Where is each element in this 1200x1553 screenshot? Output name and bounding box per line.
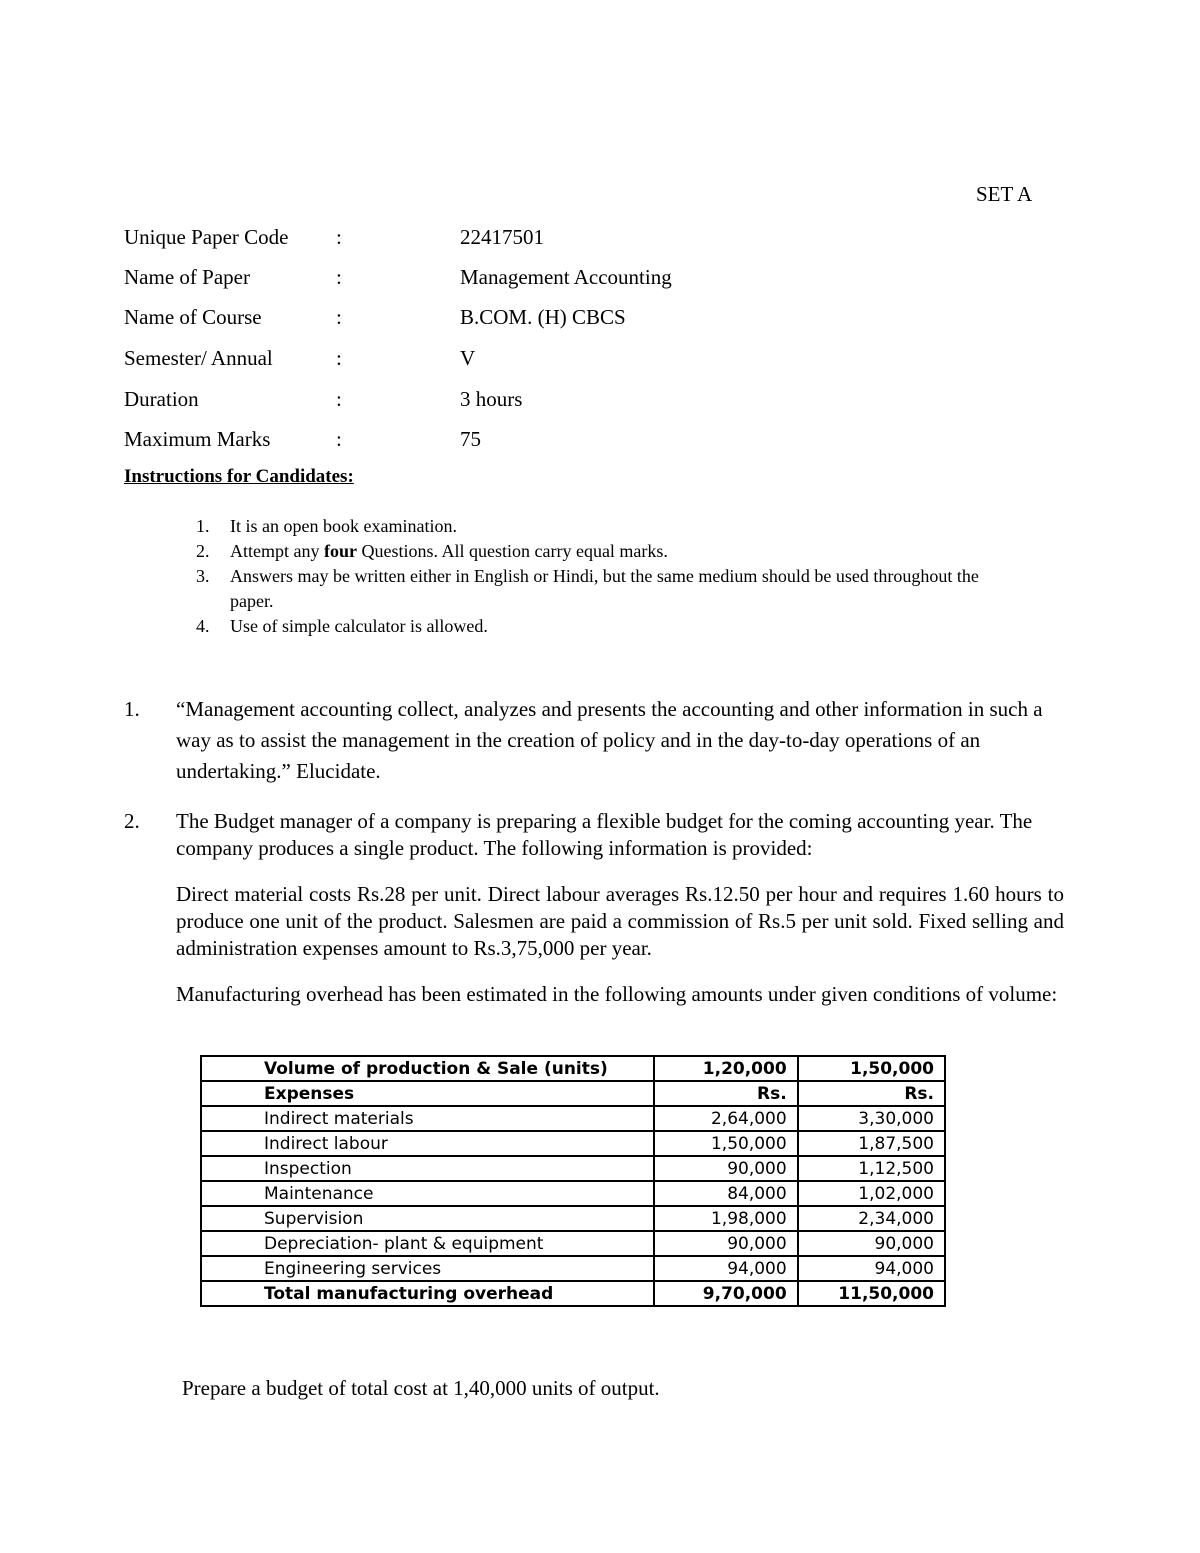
question-text: “Management accounting collect, analyzes and presents the accounting and other information in such a way as to assist the management in the creation of policy and in the day-to-day operations of an undertaking.” Elucidate. <box>176 697 1043 783</box>
table-subheader-cell: Rs. <box>798 1081 945 1106</box>
table-header-cell: 1,50,000 <box>798 1056 945 1081</box>
instruction-number: 4. <box>196 616 210 636</box>
info-value: 3 hours <box>460 387 523 411</box>
instruction-text-bold: four <box>323 541 357 561</box>
question-number: 2. <box>124 809 140 833</box>
table-subheader-row <box>201 1081 945 1106</box>
info-label: Duration <box>124 387 199 411</box>
instruction-item <box>196 564 1016 614</box>
table-header-row <box>201 1056 945 1081</box>
table-subheader-cell: Expenses <box>201 1081 654 1106</box>
table-row <box>201 1106 945 1131</box>
table-subheader-cell: Rs. <box>654 1081 798 1106</box>
info-label: Unique Paper Code <box>124 225 289 249</box>
table-cell: Supervision <box>201 1206 654 1231</box>
instruction-item <box>196 514 1016 539</box>
table-total-cell: Total manufacturing overhead <box>201 1281 654 1306</box>
instruction-number: 2. <box>196 541 210 561</box>
question-body <box>176 808 1064 1008</box>
table-row <box>201 1256 945 1281</box>
info-separator: : <box>336 346 342 370</box>
info-value: 75 <box>460 427 481 451</box>
info-separator: : <box>336 427 342 451</box>
info-label: Semester/ Annual <box>124 346 273 370</box>
instructions-heading: Instructions for Candidates: <box>124 466 354 487</box>
table-cell: Maintenance <box>201 1181 654 1206</box>
question-paragraph: Manufacturing overhead has been estimated in the following amounts under given conditions of volume: <box>176 982 1058 1006</box>
instruction-text: Answers may be written either in English or Hindi, but the same medium should be used throughout the paper. <box>230 566 979 611</box>
set-label: SET A <box>976 182 1033 206</box>
overhead-table <box>200 1055 946 1307</box>
info-separator: : <box>336 265 342 289</box>
table-cell: Engineering services <box>201 1256 654 1281</box>
question-1 <box>124 694 1064 787</box>
instruction-number: 3. <box>196 566 210 586</box>
table-cell: 1,98,000 <box>654 1206 798 1231</box>
table-header-cell: 1,20,000 <box>654 1056 798 1081</box>
table-cell: 1,87,500 <box>798 1131 945 1156</box>
table-cell: 94,000 <box>798 1256 945 1281</box>
table-cell: 2,64,000 <box>654 1106 798 1131</box>
instructions-list <box>196 514 1016 639</box>
prepare-instruction: Prepare a budget of total cost at 1,40,000 units of output. <box>182 1376 660 1400</box>
info-value: B.COM. (H) CBCS <box>460 305 626 329</box>
table-row <box>201 1156 945 1181</box>
instruction-item <box>196 539 1016 564</box>
instruction-item <box>196 614 1016 639</box>
table-cell: Indirect materials <box>201 1106 654 1131</box>
info-separator: : <box>336 305 342 329</box>
instruction-number: 1. <box>196 516 210 536</box>
info-separator: : <box>336 225 342 249</box>
table-cell: 90,000 <box>654 1156 798 1181</box>
table-cell: Inspection <box>201 1156 654 1181</box>
table-cell: 2,34,000 <box>798 1206 945 1231</box>
question-2 <box>124 808 1064 1027</box>
table-cell: 1,50,000 <box>654 1131 798 1156</box>
table-cell: Depreciation- plant & equipment <box>201 1231 654 1256</box>
table-cell: Indirect labour <box>201 1131 654 1156</box>
table-row <box>201 1131 945 1156</box>
question-paragraph: The Budget manager of a company is preparing a flexible budget for the coming accounting year. The company produces a single product. The following information is provided: <box>176 809 1033 860</box>
info-value: 22417501 <box>460 225 544 249</box>
table-total-cell: 9,70,000 <box>654 1281 798 1306</box>
table-cell: 1,12,500 <box>798 1156 945 1181</box>
table-cell: 1,02,000 <box>798 1181 945 1206</box>
instruction-text-pre: Attempt any <box>230 541 324 561</box>
info-label: Name of Course <box>124 305 262 329</box>
instruction-text-post: Questions. All question carry equal marks. <box>356 541 668 561</box>
info-value: Management Accounting <box>460 265 672 289</box>
info-label: Maximum Marks <box>124 427 271 451</box>
table-header-cell: Volume of production & Sale (units) <box>201 1056 654 1081</box>
table-row <box>201 1231 945 1256</box>
question-number: 1. <box>124 697 140 721</box>
table-total-row <box>201 1281 945 1306</box>
instruction-text: It is an open book examination. <box>230 516 457 536</box>
info-value: V <box>460 346 476 370</box>
table-total-cell: 11,50,000 <box>798 1281 945 1306</box>
table-cell: 90,000 <box>798 1231 945 1256</box>
table-cell: 84,000 <box>654 1181 798 1206</box>
table-cell: 94,000 <box>654 1256 798 1281</box>
instruction-text: Use of simple calculator is allowed. <box>230 616 488 636</box>
table-cell: 3,30,000 <box>798 1106 945 1131</box>
table-cell: 90,000 <box>654 1231 798 1256</box>
info-separator: : <box>336 387 342 411</box>
table-row <box>201 1206 945 1231</box>
table-row <box>201 1181 945 1206</box>
info-label: Name of Paper <box>124 265 250 289</box>
question-paragraph: Direct material costs Rs.28 per unit. Direct labour averages Rs.12.50 per hour and requires 1.60 hours to produce one unit of the product. Salesmen are paid a commission of Rs.5 per unit sold. Fixed selling and administration expenses amount to Rs.3,75,000 per year. <box>176 882 1064 960</box>
